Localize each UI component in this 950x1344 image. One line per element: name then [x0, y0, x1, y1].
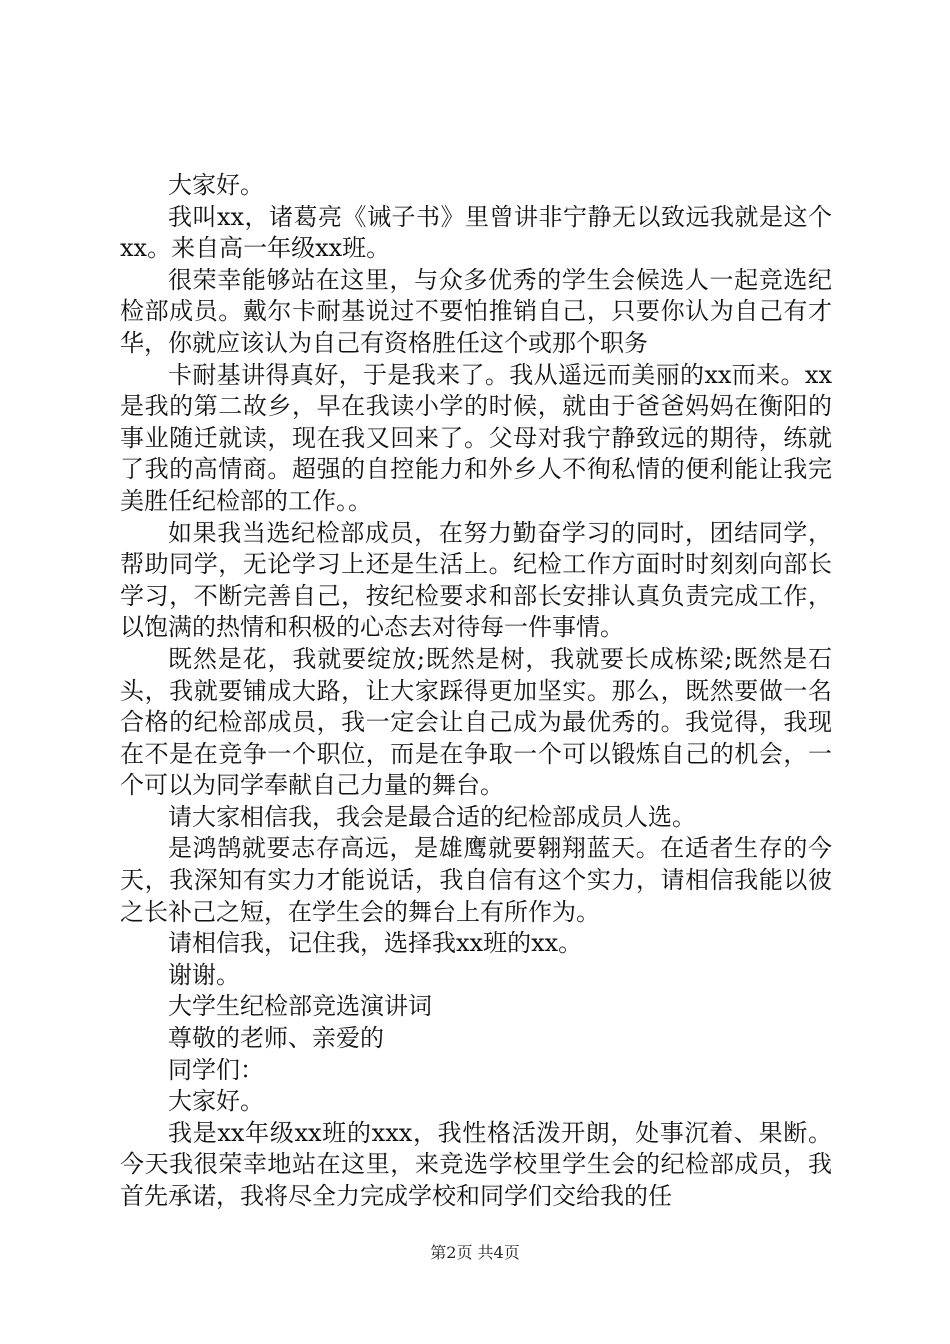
- page-number-footer: 第2页 共4页: [430, 1243, 520, 1262]
- paragraph-background: 卡耐基讲得真好，于是我来了。我从遥远而美丽的xx而来。xx是我的第二故乡，早在我读小学的时候，就由于爸爸妈妈在衡阳的事业随迁就读，现在我又回来了。父母对我宁静致远的期待，练就了我的高情商。超强的自控能力和外乡人不徇私情的便利能让我完美胜任纪检部的工作。。: [120, 360, 832, 515]
- paragraph-ambition: 是鸿鹄就要志存高远，是雄鹰就要翱翔蓝天。在适者生存的今天，我深知有实力才能说话，我自信有这个实力，请相信我能以彼之长补己之短，在学生会的舞台上有所作为。: [120, 834, 832, 926]
- section-title: 大学生纪检部竞选演讲词: [168, 992, 432, 1021]
- paragraph-greeting: 大家好。: [168, 171, 264, 199]
- paragraph-salutation-cont: 同学们：: [168, 1055, 264, 1084]
- paragraph-aspiration: 既然是花，我就要绽放;既然是树，我就要长成栋梁;既然是石头，我就要铺成大路，让大家踩得更加坚实。那么，既然要做一名合格的纪检部成员，我一定会让自己成为最优秀的。我觉得，我现在不是在竞争一个职位，而是在争取一个可以锻炼自己的机会，一个可以为同学奉献自己力量的舞台。: [120, 644, 832, 800]
- paragraph-introduction-2: 我是xx年级xx班的xxx，我性格活泼开朗，处事沉着、果断。今天我很荣幸地站在这里，来竞选学校里学生会的纪检部成员，我首先承诺，我将尽全力完成学校和同学们交给我的任: [120, 1118, 832, 1210]
- paragraph-salutation: 尊敬的老师、亲爱的: [168, 1024, 384, 1053]
- paragraph-introduction: 我叫xx，诸葛亮《诫子书》里曾讲非宁静无以致远我就是这个xx。来自高一年级xx班。: [120, 202, 832, 263]
- paragraph-choose-me: 请相信我，记住我，选择我xx班的xx。: [168, 929, 583, 958]
- paragraph-thanks: 谢谢。: [168, 960, 240, 989]
- paragraph-greeting-2: 大家好。: [168, 1087, 264, 1116]
- paragraph-honor: 很荣幸能够站在这里，与众多优秀的学生会候选人一起竞选纪检部成员。戴尔卡耐基说过不要怕推销自己，只要你认为自己有才华，你就应该认为自己有资格胜任这个或那个职务: [120, 265, 832, 357]
- document-body: [120, 170, 832, 1213]
- paragraph-trust-me: 请大家相信我，我会是最合适的纪检部成员人选。: [168, 802, 696, 831]
- paragraph-commitment: 如果我当选纪检部成员，在努力勤奋学习的同时，团结同学，帮助同学，无论学习上还是生活上。纪检工作方面时时刻刻向部长学习，不断完善自己，按纪检要求和部长安排认真负责完成工作，以饱满的热情和积极的心态去对待每一件事情。: [120, 518, 832, 642]
